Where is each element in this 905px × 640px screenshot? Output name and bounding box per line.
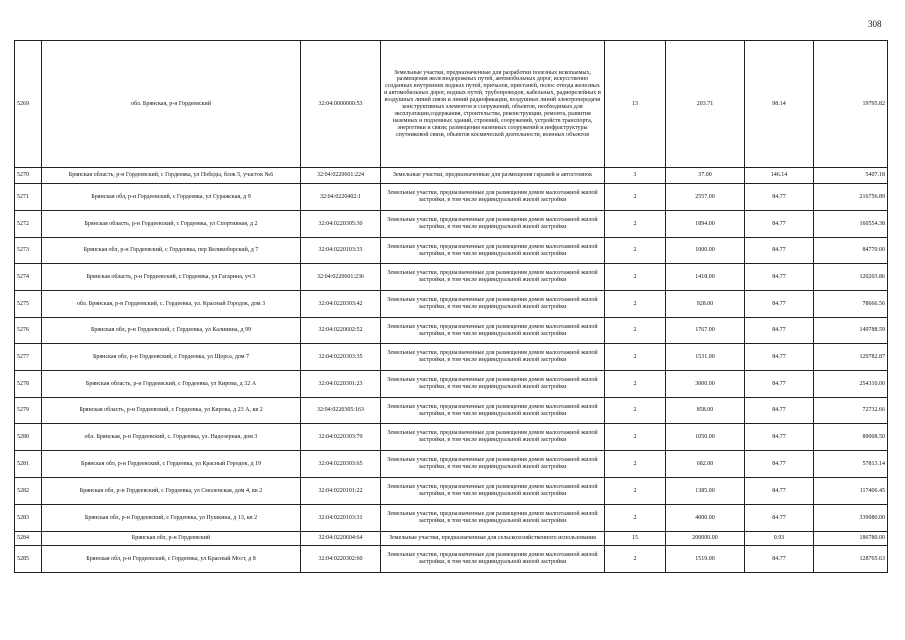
specific-value-cell: 84.77 [745, 291, 814, 318]
land-use-cell: Земельные участки, предназначенные для размещения домов малоэтажной жилой застройки, в том числе индивидуальной жилой застройки [381, 398, 605, 424]
row-number: 5275 [15, 291, 42, 318]
specific-value-cell: 84.77 [745, 264, 814, 291]
specific-value-cell: 0.93 [745, 532, 814, 546]
table-row [15, 238, 888, 264]
row-number: 5280 [15, 424, 42, 451]
row-number: 5282 [15, 478, 42, 505]
use-code-cell: 15 [605, 532, 666, 546]
row-number: 5276 [15, 318, 42, 344]
cadastral-value-cell: 19795.82 [814, 41, 888, 168]
area-cell: 1531.00 [666, 344, 745, 371]
area-cell: 1894.00 [666, 211, 745, 238]
use-code-cell: 3 [605, 168, 666, 184]
cadastral-number-cell: 32:04:0220301:23 [301, 371, 381, 398]
cadastral-value-cell: 129782.87 [814, 344, 888, 371]
specific-value-cell: 146.14 [745, 168, 814, 184]
use-code-cell: 2 [605, 371, 666, 398]
table-row [15, 344, 888, 371]
land-use-cell: Земельные участки, предназначенные для размещения гаражей и автостоянок [381, 168, 605, 184]
row-number: 5270 [15, 168, 42, 184]
table-row [15, 264, 888, 291]
cadastral-value-cell: 149788.59 [814, 318, 888, 344]
use-code-cell: 2 [605, 478, 666, 505]
specific-value-cell: 84.77 [745, 398, 814, 424]
address-cell: обл. Брянская, р-н Гордеевский, с. Гордеевка, ул. Надозерная, дом 3 [42, 424, 301, 451]
address-cell: Брянская область, р-н Гордеевский, с Гордеевка, ул Спортивная, д 2 [42, 211, 301, 238]
table-row [15, 41, 888, 168]
cadastral-value-cell: 78666.56 [814, 291, 888, 318]
land-use-cell: Земельные участки, предназначенные для разработки полезных ископаемых, размещения железнодорожных путей, автомобильных дорог, искусственно созданных внутренних водных путей, причалов, пристаней, полос отвода железных и автомобильных дорог, водных путей, трубопроводов, кабельных, радиорелейных и воздушных линий связи и линий радиофикации, воздушных линий электропередачи конструктивных элементов и сооружений, объектов, необходимых для эксплуатации,содержания, строительства, реконструкции, ремонта, развития наземных и подземных зданий, строений, сооружений, устройств транспорта, энергетики и связи; размещения наземных сооружений и инфраструктуры спутниковой связи, объектов космической деятельности, военных объектов [381, 41, 605, 168]
row-number: 5272 [15, 211, 42, 238]
specific-value-cell: 84.77 [745, 505, 814, 532]
address-cell: Брянская обл, р-н Гордеевский [42, 532, 301, 546]
land-use-cell: Земельные участки, предназначенные для размещения домов малоэтажной жилой застройки, в том числе индивидуальной жилой застройки [381, 424, 605, 451]
row-number: 5278 [15, 371, 42, 398]
cadastral-value-cell: 186780.00 [814, 532, 888, 546]
specific-value-cell: 84.77 [745, 451, 814, 478]
specific-value-cell: 98.14 [745, 41, 814, 168]
specific-value-cell: 84.77 [745, 238, 814, 264]
area-cell: 4000.00 [666, 505, 745, 532]
specific-value-cell: 84.77 [745, 211, 814, 238]
cadastral-number-cell: 32:04:0220402:1 [301, 184, 381, 211]
use-code-cell: 2 [605, 451, 666, 478]
specific-value-cell: 84.77 [745, 344, 814, 371]
cadastral-value-cell: 5407.18 [814, 168, 888, 184]
land-use-cell: Земельные участки, предназначенные для размещения домов малоэтажной жилой застройки, в том числе индивидуальной жилой застройки [381, 451, 605, 478]
table-row [15, 505, 888, 532]
table-row [15, 451, 888, 478]
land-use-cell: Земельные участки, предназначенные для размещения домов малоэтажной жилой застройки, в том числе индивидуальной жилой застройки [381, 478, 605, 505]
specific-value-cell: 84.77 [745, 478, 814, 505]
table-row [15, 291, 888, 318]
table-row [15, 546, 888, 573]
cadastral-number-cell: 32:04:0220303:79 [301, 424, 381, 451]
table-row [15, 371, 888, 398]
row-number: 5284 [15, 532, 42, 546]
area-cell: 203.71 [666, 41, 745, 168]
area-cell: 1050.00 [666, 424, 745, 451]
row-number: 5277 [15, 344, 42, 371]
cadastral-value-cell: 84770.00 [814, 238, 888, 264]
use-code-cell: 2 [605, 211, 666, 238]
land-use-cell: Земельные участки, предназначенные для размещения домов малоэтажной жилой застройки, в том числе индивидуальной жилой застройки [381, 371, 605, 398]
use-code-cell: 2 [605, 424, 666, 451]
cadastral-value-cell: 128765.63 [814, 546, 888, 573]
row-number: 5281 [15, 451, 42, 478]
cadastral-number-cell: 32:04:0000000:53 [301, 41, 381, 168]
area-cell: 1000.00 [666, 238, 745, 264]
cadastral-value-cell: 117406.45 [814, 478, 888, 505]
use-code-cell: 2 [605, 318, 666, 344]
cadastral-number-cell: 32:04:0220601:224 [301, 168, 381, 184]
address-cell: Брянская обл, р-н Гордеевский, с Гордеевка, ул Смоленская, дом 4, кв 2 [42, 478, 301, 505]
cadastral-number-cell: 32:04:0220604:64 [301, 532, 381, 546]
cadastral-number-cell: 32:04:0220103:31 [301, 505, 381, 532]
area-cell: 200000.00 [666, 532, 745, 546]
land-use-cell: Земельные участки, предназначенные для размещения домов малоэтажной жилой застройки, в том числе индивидуальной жилой застройки [381, 344, 605, 371]
cadastral-number-cell: 32:04:0220305:30 [301, 211, 381, 238]
table-row [15, 211, 888, 238]
cadastral-value-cell: 120203.86 [814, 264, 888, 291]
area-cell: 1418.00 [666, 264, 745, 291]
page-number: 308 [868, 19, 882, 29]
cadastral-value-cell: 57813.14 [814, 451, 888, 478]
address-cell: Брянская обл, р-н Гордеевский, с Гордеевка, ул Красный Мост, д 8 [42, 546, 301, 573]
land-use-cell: Земельные участки, предназначенные для размещения домов малоэтажной жилой застройки, в том числе индивидуальной жилой застройки [381, 211, 605, 238]
cadastral-number-cell: 32:04:0220303:42 [301, 291, 381, 318]
address-cell: Брянская область, р-н Гордеевский, с Гордеевка, ул Кирова, д 32 А [42, 371, 301, 398]
address-cell: обл. Брянская, р-н Гордеевский [42, 41, 301, 168]
table-row [15, 168, 888, 184]
land-use-cell: Земельные участки, предназначенные для размещения домов малоэтажной жилой застройки, в том числе индивидуальной жилой застройки [381, 505, 605, 532]
table-body [15, 41, 888, 573]
address-cell: Брянская область, р-н Гордеевский, с Гордеевка, ул Победы, блок 5, участок №6 [42, 168, 301, 184]
address-cell: Брянская обл, р-н Гордеевский, с Гордеевка, ул Красный Городок, д 19 [42, 451, 301, 478]
use-code-cell: 2 [605, 398, 666, 424]
cadastral-value-cell: 160554.38 [814, 211, 888, 238]
use-code-cell: 13 [605, 41, 666, 168]
address-cell: Брянская область, р-н Гордеевский, с Гордеевка, ул Кирова, д 23 А, кв 2 [42, 398, 301, 424]
land-use-cell: Земельные участки, предназначенные для размещения домов малоэтажной жилой застройки, в том числе индивидуальной жилой застройки [381, 546, 605, 573]
land-use-cell: Земельные участки, предназначенные для размещения домов малоэтажной жилой застройки, в том числе индивидуальной жилой застройки [381, 318, 605, 344]
address-cell: Брянская область, р-н Гордеевский, с Гордеевка, ул Гагарина, уч 3 [42, 264, 301, 291]
use-code-cell: 2 [605, 238, 666, 264]
cadastral-number-cell: 32:04:0220103:33 [301, 238, 381, 264]
address-cell: Брянская обл, р-н Гордеевский, с Гордеевка, ул Щорса, дом 7 [42, 344, 301, 371]
land-use-cell: Земельные участки, предназначенные для размещения домов малоэтажной жилой застройки, в том числе индивидуальной жилой застройки [381, 184, 605, 211]
table-row [15, 184, 888, 211]
cadastral-number-cell: 32:04:0220303:35 [301, 344, 381, 371]
area-cell: 37.00 [666, 168, 745, 184]
address-cell: Брянская обл, р-н Гордеевский, с Гордеевка, пер Великоборский, д 7 [42, 238, 301, 264]
area-cell: 3000.00 [666, 371, 745, 398]
row-number: 5269 [15, 41, 42, 168]
address-cell: Брянская обл, р-н Гордеевский, с Гордеевка, ул Суражская, д 9 [42, 184, 301, 211]
table-row [15, 318, 888, 344]
use-code-cell: 2 [605, 505, 666, 532]
address-cell: Брянская обл, р-н Гордеевский, с Гордеевка, ул Пушкина, д 13, кв 2 [42, 505, 301, 532]
cadastral-value-cell: 339080.00 [814, 505, 888, 532]
cadastral-number-cell: 32:04:0220305:163 [301, 398, 381, 424]
use-code-cell: 2 [605, 344, 666, 371]
table-row [15, 424, 888, 451]
row-number: 5283 [15, 505, 42, 532]
area-cell: 1385.00 [666, 478, 745, 505]
area-cell: 928.00 [666, 291, 745, 318]
address-cell: обл. Брянская, р-н Гордеевский, с. Гордеевка, ул. Красный Городок, дом 3 [42, 291, 301, 318]
land-use-cell: Земельные участки, предназначенные для размещения домов малоэтажной жилой застройки, в том числе индивидуальной жилой застройки [381, 264, 605, 291]
land-registry-table [14, 40, 888, 573]
cadastral-number-cell: 32:04:0220302:60 [301, 546, 381, 573]
use-code-cell: 2 [605, 546, 666, 573]
cadastral-number-cell: 32:04:0220101:22 [301, 478, 381, 505]
cadastral-number-cell: 32:04:0220303:65 [301, 451, 381, 478]
use-code-cell: 2 [605, 291, 666, 318]
use-code-cell: 2 [605, 264, 666, 291]
area-cell: 1519.00 [666, 546, 745, 573]
row-number: 5274 [15, 264, 42, 291]
land-use-cell: Земельные участки, предназначенные для размещения домов малоэтажной жилой застройки, в том числе индивидуальной жилой застройки [381, 291, 605, 318]
cadastral-value-cell: 89008.50 [814, 424, 888, 451]
table-row [15, 532, 888, 546]
cadastral-value-cell: 254310.00 [814, 371, 888, 398]
row-number: 5279 [15, 398, 42, 424]
specific-value-cell: 84.77 [745, 318, 814, 344]
row-number: 5271 [15, 184, 42, 211]
cadastral-number-cell: 32:04:0220602:52 [301, 318, 381, 344]
use-code-cell: 2 [605, 184, 666, 211]
row-number: 5273 [15, 238, 42, 264]
land-use-cell: Земельные участки, предназначенные для сельскохозяйственного использования [381, 532, 605, 546]
area-cell: 858.00 [666, 398, 745, 424]
area-cell: 682.00 [666, 451, 745, 478]
cadastral-value-cell: 216756.89 [814, 184, 888, 211]
specific-value-cell: 84.77 [745, 371, 814, 398]
cadastral-value-cell: 72732.66 [814, 398, 888, 424]
address-cell: Брянская обл, р-н Гордеевский, с Гордеевка, ул Калинина, д 99 [42, 318, 301, 344]
specific-value-cell: 84.77 [745, 184, 814, 211]
area-cell: 1767.00 [666, 318, 745, 344]
area-cell: 2557.00 [666, 184, 745, 211]
specific-value-cell: 84.77 [745, 424, 814, 451]
table-row [15, 398, 888, 424]
table-row [15, 478, 888, 505]
cadastral-number-cell: 32:04:0220601:236 [301, 264, 381, 291]
row-number: 5285 [15, 546, 42, 573]
land-use-cell: Земельные участки, предназначенные для размещения домов малоэтажной жилой застройки, в том числе индивидуальной жилой застройки [381, 238, 605, 264]
specific-value-cell: 84.77 [745, 546, 814, 573]
